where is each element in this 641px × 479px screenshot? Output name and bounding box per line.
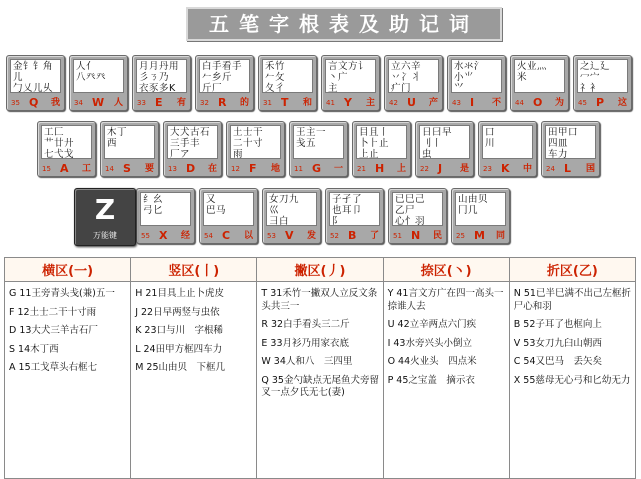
zone-entry: F 12土士二干十寸雨	[9, 306, 97, 318]
key-z[interactable]	[74, 188, 136, 246]
key-name: 中	[522, 164, 532, 174]
key-name: 发	[306, 231, 316, 241]
key-code: 41	[326, 99, 335, 107]
key-letter: K	[501, 162, 510, 175]
key-x[interactable]	[136, 188, 195, 244]
key-code: 11	[294, 165, 303, 173]
zone-header-heng: 横区(一)	[5, 258, 131, 282]
zone-header-pie: 撇区(丿)	[257, 258, 383, 282]
key-name: 要	[144, 164, 154, 174]
zone-entry: P 45之宝盖 摘示衣	[387, 374, 475, 386]
key-roots: 已巳己 乙尸 心忄羽	[392, 192, 443, 226]
key-p[interactable]	[573, 55, 632, 111]
key-m[interactable]	[451, 188, 510, 244]
key-code: 33	[137, 99, 146, 107]
zone-entry: G 11王旁青头戋(兼)五一	[9, 288, 115, 299]
key-code: 55	[141, 232, 150, 240]
key-letter: R	[218, 96, 227, 109]
key-roots: 大犬古石 三手丰 厂ア	[167, 125, 218, 159]
key-name: 经	[180, 231, 190, 241]
key-name: 地	[270, 164, 280, 174]
key-name: 一	[333, 164, 343, 174]
key-letter: U	[407, 96, 416, 109]
key-u[interactable]	[384, 55, 443, 111]
key-roots: 子孑了 也耳卩 阝	[329, 192, 380, 226]
zone-entry: I 43水旁兴头小倒立	[387, 337, 472, 349]
key-z-letter: Z	[94, 193, 116, 226]
key-name: 工	[81, 164, 91, 174]
key-roots: 口 川	[482, 125, 533, 159]
key-letter: W	[92, 96, 105, 109]
key-code: 42	[389, 99, 398, 107]
key-code: 15	[42, 165, 51, 173]
zone-entry: A 15工戈草头右框七	[9, 362, 98, 373]
key-name: 是	[459, 164, 469, 174]
zone-column-zhe	[509, 282, 635, 479]
key-roots: 言文方讠 丶广 主	[325, 59, 376, 93]
zone-column-heng	[5, 282, 131, 479]
zone-entry: L 24田甲方框四车力	[135, 343, 223, 355]
zone-entry: Q 35金勺缺点无尾鱼犬旁留叉一点夕氏无七(妻)	[261, 374, 379, 398]
key-f[interactable]	[226, 121, 285, 177]
key-letter: D	[186, 162, 196, 175]
key-code: 51	[393, 232, 402, 240]
key-code: 24	[546, 165, 555, 173]
zone-column-na	[383, 282, 509, 479]
zone-entry: U 42立辛两点六门疾	[387, 319, 477, 330]
key-roots: 目且丨 卜⺊止 上止	[356, 125, 407, 159]
key-z-name: 万能键	[93, 231, 117, 240]
key-code: 34	[74, 99, 83, 107]
key-name: 和	[302, 98, 312, 108]
key-roots: 之辶廴 冖宀 礻衤	[577, 59, 628, 93]
key-code: 32	[200, 99, 209, 107]
key-k[interactable]	[478, 121, 537, 177]
key-name: 产	[428, 98, 438, 108]
key-q[interactable]	[6, 55, 65, 111]
key-letter: Y	[344, 96, 352, 109]
key-s[interactable]	[100, 121, 159, 177]
key-letter: G	[312, 162, 322, 175]
key-letter: C	[222, 229, 231, 242]
key-name: 了	[369, 231, 379, 241]
key-letter: V	[285, 229, 294, 242]
key-letter: L	[564, 162, 572, 175]
key-roots: 山由贝 冂几	[455, 192, 506, 226]
zone-entry: C 54又巴马 丢矢矣	[513, 356, 602, 367]
zone-entry: T 31禾竹一撇双人立反文条头共三一	[261, 288, 378, 312]
key-name: 国	[585, 164, 595, 174]
key-d[interactable]	[163, 121, 222, 177]
key-roots: 又 巴马	[203, 192, 254, 226]
key-j[interactable]	[415, 121, 474, 177]
key-c[interactable]	[199, 188, 258, 244]
key-letter: T	[281, 96, 289, 109]
key-letter: B	[348, 229, 357, 242]
key-roots: 土士干 二十寸 雨	[230, 125, 281, 159]
key-roots: 人亻 八癶癶	[73, 59, 124, 93]
key-roots: 日曰早 刂丨 虫	[419, 125, 470, 159]
key-letter: E	[155, 96, 163, 109]
key-code: 52	[330, 232, 339, 240]
zone-entry: W 34人和八 三四里	[261, 356, 353, 367]
key-letter: J	[438, 162, 443, 175]
key-roots: 纟幺 弓匕	[140, 192, 191, 226]
zone-entry: O 44火业头 四点米	[387, 356, 477, 367]
key-roots: 月月丹用 彡ㄋ乃 衣豕多K	[136, 59, 187, 93]
key-code: 35	[11, 99, 20, 107]
key-roots: 田甲口 四皿 车力	[545, 125, 596, 159]
key-code: 21	[357, 165, 366, 173]
zone-header-zhe: 折区(乙)	[509, 258, 635, 282]
key-name: 我	[50, 98, 60, 108]
key-letter: A	[60, 162, 69, 175]
key-name: 在	[207, 164, 217, 174]
key-y[interactable]	[321, 55, 380, 111]
key-roots: 火业灬 米	[514, 59, 565, 93]
zone-column-shu	[131, 282, 257, 479]
key-i[interactable]	[447, 55, 506, 111]
key-code: 43	[452, 99, 461, 107]
key-roots: 禾竹 𠂉攵 夂彳	[262, 59, 313, 93]
zone-entry: H 21目具上止卜虎皮	[135, 288, 224, 299]
zone-header-na: 捺区(丶)	[383, 258, 509, 282]
key-letter: N	[411, 229, 421, 242]
key-letter: P	[596, 96, 605, 109]
zone-entry: S 14木丁西	[9, 343, 59, 355]
key-name: 民	[432, 231, 442, 241]
key-code: 53	[267, 232, 276, 240]
key-r[interactable]	[195, 55, 254, 111]
zone-entry: V 53女刀九臼山朝西	[513, 337, 602, 349]
key-code: 54	[204, 232, 213, 240]
key-code: 45	[578, 99, 587, 107]
key-letter: M	[474, 229, 485, 242]
zone-entry: X 55慈母无心弓和匕幼无力	[513, 374, 631, 386]
key-name: 这	[617, 98, 627, 108]
key-letter: S	[123, 162, 131, 175]
key-roots: 女刀九 巛 彐白	[266, 192, 317, 226]
key-name: 不	[491, 98, 501, 108]
key-letter: H	[375, 162, 385, 175]
key-code: 13	[168, 165, 177, 173]
key-name: 主	[365, 98, 375, 108]
key-roots: 白手看手 𠂉乡斤 斤厂	[199, 59, 250, 93]
zone-column-pie	[257, 282, 383, 479]
key-roots: 立六辛 丷冫丬 疒门	[388, 59, 439, 93]
zone-table	[4, 257, 636, 479]
key-code: 14	[105, 165, 114, 173]
key-code: 12	[231, 165, 240, 173]
key-o[interactable]	[510, 55, 569, 111]
zone-entry: Y 41言文方广在四一高头一捺谁人去	[387, 288, 504, 312]
key-roots: 水氺氵 小⺌ ⺍	[451, 59, 502, 93]
zone-entry: E 33月衫乃用家衣底	[261, 337, 349, 349]
zone-entry: D 13大犬三羊古石厂	[9, 325, 98, 336]
key-code: 22	[420, 165, 429, 173]
key-name: 为	[554, 98, 564, 108]
key-b[interactable]	[325, 188, 384, 244]
key-a[interactable]	[37, 121, 96, 177]
key-letter: O	[533, 96, 543, 109]
key-name: 上	[396, 164, 406, 174]
key-g[interactable]	[289, 121, 348, 177]
key-name: 人	[113, 98, 123, 108]
key-code: 44	[515, 99, 524, 107]
key-e[interactable]	[132, 55, 191, 111]
key-letter: Q	[29, 96, 39, 109]
zone-entry: J 22日早两竖与虫依	[135, 306, 220, 318]
key-name: 同	[495, 231, 505, 241]
key-name: 有	[176, 98, 186, 108]
key-code: 25	[456, 232, 465, 240]
key-roots: 木丁 西	[104, 125, 155, 159]
key-name: 的	[239, 98, 249, 108]
key-roots: 工匚 艹廿廾 七弋戈	[41, 125, 92, 159]
key-v[interactable]	[262, 188, 321, 244]
zone-entry: M 25山由贝 下框几	[135, 362, 225, 373]
zone-entry: K 23口与川 字根稀	[135, 325, 224, 336]
zone-entry: R 32白手看头三二斤	[261, 319, 350, 330]
key-roots: 金钅钅角儿 勹乂儿乆	[10, 59, 61, 93]
key-roots: 王主一 戋五	[293, 125, 344, 159]
key-w[interactable]	[69, 55, 128, 111]
key-letter: I	[470, 96, 475, 109]
key-letter: F	[249, 162, 257, 175]
zone-entry: B 52子耳了也框向上	[513, 319, 602, 330]
key-code: 23	[483, 165, 492, 173]
key-h[interactable]	[352, 121, 411, 177]
key-l[interactable]	[541, 121, 600, 177]
key-t[interactable]	[258, 55, 317, 111]
zone-header-shu: 竖区(丨)	[131, 258, 257, 282]
chart-title: 五笔字根表及助记词	[186, 7, 502, 41]
zone-entry: N 51已半巳满不出己左框折尸心和羽	[513, 288, 631, 312]
key-n[interactable]	[388, 188, 447, 244]
key-letter: X	[159, 229, 168, 242]
key-code: 31	[263, 99, 272, 107]
key-name: 以	[243, 231, 253, 241]
